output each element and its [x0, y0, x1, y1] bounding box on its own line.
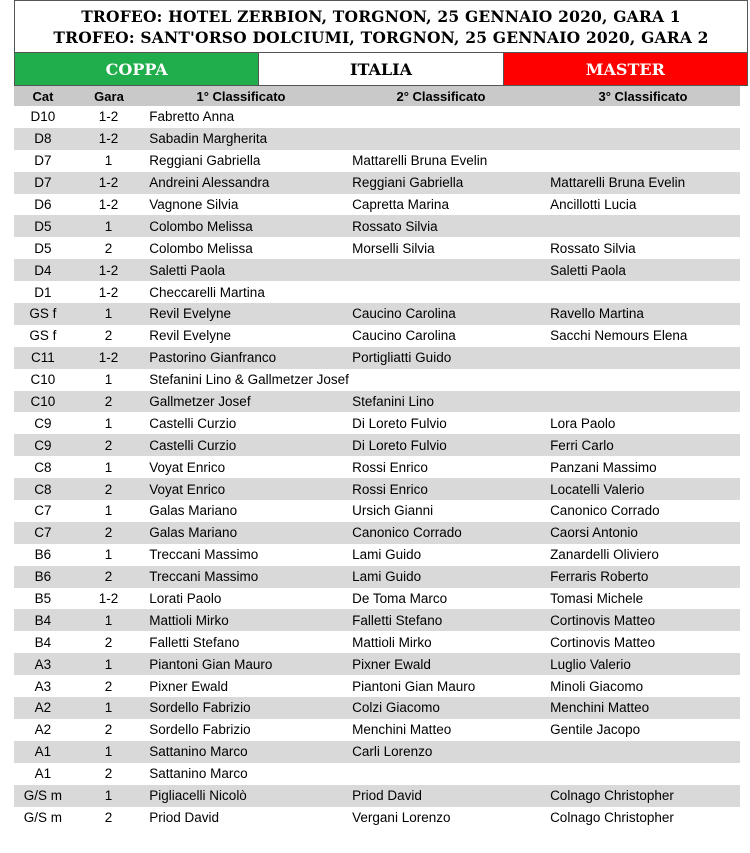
cell-third-place: Ravello Martina — [550, 306, 644, 322]
cell-second-place: Falletti Stefano — [352, 612, 443, 628]
cell-cat: C8 — [34, 481, 52, 497]
cell-second-place: Di Loreto Fulvio — [352, 415, 447, 431]
table-row — [14, 675, 740, 697]
table-body — [14, 106, 740, 828]
cell-gara: 2 — [104, 569, 113, 585]
cell-second-place: Colzi Giacomo — [352, 700, 440, 716]
cell-gara: 2 — [104, 394, 113, 410]
cell-first-place: Falletti Stefano — [149, 634, 240, 650]
cell-first-place: Pastorino Gianfranco — [149, 350, 277, 366]
cell-gara: 1-2 — [98, 262, 119, 278]
table-row — [14, 237, 740, 259]
cell-third-place: Luglio Valerio — [550, 656, 631, 672]
cell-gara: 2 — [104, 525, 113, 541]
cell-third-place: Ancillotti Lucia — [550, 197, 637, 212]
cell-cat: D1 — [34, 284, 52, 300]
cell-first-place: Sattanino Marco — [149, 766, 248, 782]
cell-cat: C7 — [34, 525, 52, 541]
cell-first-place: Mattioli Mirko — [149, 612, 229, 628]
header-cat: Cat — [32, 88, 54, 104]
cell-second-place: Di Loreto Fulvio — [352, 437, 447, 453]
cell-cat: C10 — [30, 372, 56, 388]
cell-cat: C10 — [30, 394, 56, 410]
cell-cat: B4 — [34, 634, 52, 650]
cell-second-place: Rossi Enrico — [352, 459, 428, 475]
table-row — [14, 544, 740, 566]
cell-cat: G/S m — [23, 809, 62, 825]
table-row — [14, 150, 740, 172]
table-row — [14, 456, 740, 478]
table-row — [14, 719, 740, 741]
cell-gara: 1 — [104, 547, 113, 563]
cell-first-place: Revil Evelyne — [149, 306, 232, 322]
cell-first-place: Priod David — [149, 809, 220, 825]
cell-first-place: Treccani Massimo — [149, 569, 259, 585]
cell-third-place: Saletti Paola — [550, 262, 626, 278]
cell-cat: A2 — [34, 722, 52, 738]
banner-master: MASTER — [504, 53, 747, 85]
title-line-2: TROFEO: SANT'ORSO DOLCIUMI, TORGNON, 25 GENNAIO 2020, GARA 2 — [53, 27, 709, 47]
cell-first-place: Lorati Paolo — [149, 591, 222, 607]
cell-second-place: Carli Lorenzo — [352, 744, 433, 760]
table-row — [14, 391, 740, 413]
cell-first-place: Pigliacelli Nicolò — [149, 788, 247, 804]
table-header-row — [14, 86, 740, 106]
cell-cat: A2 — [34, 700, 52, 716]
table-row — [14, 653, 740, 675]
table-row — [14, 281, 740, 303]
cell-third-place: Menchini Matteo — [550, 700, 650, 716]
cell-gara: 2 — [104, 766, 113, 782]
cell-cat: D10 — [30, 109, 56, 125]
cell-third-place: Locatelli Valerio — [550, 481, 645, 497]
cell-first-place: Colombo Melissa — [149, 240, 253, 256]
cell-first-place: Castelli Curzio — [149, 437, 237, 453]
cell-gara: 1-2 — [98, 197, 119, 212]
table-row — [14, 128, 740, 150]
cell-first-place: Galas Mariano — [149, 503, 238, 519]
cell-second-place: Lami Guido — [352, 569, 422, 585]
cell-third-place: Minoli Giacomo — [550, 678, 644, 694]
table-row — [14, 369, 740, 391]
cell-cat: D7 — [34, 153, 52, 169]
cell-cat: A3 — [34, 656, 52, 672]
cell-second-place: Caucino Carolina — [352, 306, 456, 322]
cell-second-place: Ursich Gianni — [352, 503, 434, 519]
cell-cat: D5 — [34, 218, 52, 234]
table-row — [14, 347, 740, 369]
cell-gara: 1-2 — [98, 350, 119, 366]
cell-second-place: Canonico Corrado — [352, 525, 462, 541]
cell-first-place: Sabadin Margherita — [149, 131, 268, 147]
cell-second-place: Lami Guido — [352, 547, 422, 563]
cell-second-place: Morselli Silvia — [352, 240, 435, 256]
cell-first-place: Galas Mariano — [149, 525, 238, 541]
cell-cat: C9 — [34, 415, 52, 431]
cell-gara: 2 — [104, 481, 113, 497]
cell-cat: D4 — [34, 262, 52, 278]
cell-gara: 2 — [104, 328, 113, 344]
cell-third-place: Ferri Carlo — [550, 437, 614, 453]
cell-cat: C8 — [34, 459, 52, 475]
cell-cat: D6 — [34, 197, 52, 212]
cell-gara: 2 — [104, 240, 113, 256]
cell-third-place: Gentile Jacopo — [550, 722, 641, 738]
cell-gara: 1 — [104, 153, 113, 169]
cell-gara: 1 — [104, 744, 113, 760]
cell-third-place: Colnago Christopher — [550, 809, 674, 825]
cell-gara: 2 — [104, 809, 113, 825]
cell-gara: 1 — [104, 459, 113, 475]
cell-gara: 2 — [104, 437, 113, 453]
table-row — [14, 434, 740, 456]
cell-cat: D7 — [34, 175, 52, 191]
cell-second-place: Caucino Carolina — [352, 328, 456, 344]
table-row — [14, 478, 740, 500]
banner-italia: ITALIA — [258, 53, 503, 85]
header-gara: Gara — [94, 88, 124, 104]
table-row — [14, 215, 740, 237]
cell-first-place: Fabretto Anna — [149, 109, 235, 125]
table-row — [14, 631, 740, 653]
cell-first-place: Andreini Alessandra — [149, 175, 270, 191]
cell-gara: 1 — [104, 700, 113, 716]
title-box — [14, 0, 748, 53]
cell-cat: C11 — [30, 350, 55, 366]
cell-third-place: Rossato Silvia — [550, 240, 636, 256]
cell-gara: 2 — [104, 678, 113, 694]
cell-third-place: Lora Paolo — [550, 415, 616, 431]
table-row — [14, 259, 740, 281]
cell-first-place: Castelli Curzio — [149, 415, 237, 431]
cell-gara: 1 — [104, 503, 113, 519]
cell-gara: 1 — [104, 218, 113, 234]
cell-gara: 2 — [104, 634, 113, 650]
cell-first-place: Vagnone Silvia — [149, 197, 239, 212]
table-row — [14, 807, 740, 829]
cell-gara: 1 — [104, 612, 113, 628]
cell-third-place: Tomasi Michele — [550, 591, 644, 607]
cell-second-place: Menchini Matteo — [352, 722, 452, 738]
cell-first-place: Sordello Fabrizio — [149, 722, 251, 738]
cell-first-place: Gallmetzer Josef — [149, 394, 251, 410]
table-row — [14, 566, 740, 588]
table-row — [14, 741, 740, 763]
cell-cat: A1 — [34, 766, 52, 782]
cell-cat: G/S m — [23, 788, 62, 804]
cell-cat: B4 — [34, 612, 52, 628]
cell-gara: 1-2 — [98, 591, 119, 607]
cell-first-place: Checcarelli Martina — [149, 284, 265, 300]
banner-coppa: COPPA — [15, 53, 258, 85]
cell-first-place: Revil Evelyne — [149, 328, 232, 344]
table-row — [14, 763, 740, 785]
cell-first-place: Saletti Paola — [149, 262, 226, 278]
cell-gara: 1-2 — [98, 131, 119, 147]
header-third-place: 3° Classificato — [598, 88, 688, 104]
cell-second-place: Rossi Enrico — [352, 481, 428, 497]
table-row — [14, 106, 740, 128]
cell-third-place: Sacchi Nemours Elena — [550, 328, 688, 344]
cell-third-place: Ferraris Roberto — [550, 569, 649, 585]
cell-cat: D8 — [34, 131, 52, 147]
cell-cat: B6 — [34, 569, 52, 585]
cell-gara: 1 — [104, 415, 113, 431]
cell-cat: C7 — [34, 503, 52, 519]
table-row — [14, 697, 740, 719]
cell-gara: 1 — [104, 372, 113, 388]
table-row — [14, 412, 740, 434]
cell-third-place: Caorsi Antonio — [550, 525, 638, 541]
cell-first-place: Sattanino Marco — [149, 744, 248, 760]
table-row — [14, 500, 740, 522]
cell-cat: A3 — [34, 678, 52, 694]
cell-first-place: Colombo Melissa — [149, 218, 253, 234]
cell-third-place: Zanardelli Oliviero — [550, 547, 659, 563]
cell-first-place: Voyat Enrico — [149, 459, 226, 475]
cell-cat: GS f — [29, 328, 57, 344]
cell-third-place: Colnago Christopher — [550, 788, 674, 804]
cell-cat: B6 — [34, 547, 52, 563]
cell-second-place: Capretta Marina — [352, 197, 449, 212]
cell-third-place: Canonico Corrado — [550, 503, 660, 519]
cell-first-place: Pixner Ewald — [149, 678, 229, 694]
cell-gara: 2 — [104, 722, 113, 738]
cell-first-place: Sordello Fabrizio — [149, 700, 251, 716]
cell-cat: A1 — [34, 744, 52, 760]
cell-first-place: Piantoni Gian Mauro — [149, 656, 273, 672]
header-first-place: 1° Classificato — [196, 88, 286, 104]
cell-second-place: Priod David — [352, 788, 422, 804]
results-table — [14, 86, 740, 828]
cell-gara: 1 — [104, 656, 113, 672]
cell-second-place: Rossato Silvia — [352, 218, 438, 234]
cell-cat: GS f — [29, 306, 57, 322]
cell-third-place: Mattarelli Bruna Evelin — [550, 175, 686, 191]
italian-flag-banner — [14, 53, 748, 86]
table-row — [14, 522, 740, 544]
cell-second-place: Reggiani Gabriella — [352, 175, 464, 191]
table-row — [14, 172, 740, 194]
cell-second-place: Mattioli Mirko — [352, 634, 432, 650]
title-line-1: TROFEO: HOTEL ZERBION, TORGNON, 25 GENNAIO 2020, GARA 1 — [81, 6, 681, 26]
cell-second-place: Portigliatti Guido — [352, 350, 452, 366]
cell-gara: 1-2 — [98, 284, 119, 300]
cell-gara: 1-2 — [98, 175, 119, 191]
cell-third-place: Panzani Massimo — [550, 459, 657, 475]
cell-first-place: Voyat Enrico — [149, 481, 226, 497]
cell-cat: C9 — [34, 437, 52, 453]
cell-third-place: Cortinovis Matteo — [550, 612, 656, 628]
header-second-place: 2° Classificato — [396, 88, 486, 104]
cell-cat: B5 — [34, 591, 52, 607]
cell-cat: D5 — [34, 240, 52, 256]
cell-third-place: Cortinovis Matteo — [550, 634, 656, 650]
cell-gara: 1-2 — [98, 109, 119, 125]
table-row — [14, 194, 740, 216]
cell-second-place: Stefanini Lino — [352, 394, 434, 410]
cell-gara: 1 — [104, 788, 113, 804]
cell-second-place: Vergani Lorenzo — [352, 809, 451, 825]
cell-second-place: Pixner Ewald — [352, 656, 431, 672]
cell-gara: 1 — [104, 306, 113, 322]
table-row — [14, 325, 740, 347]
cell-first-place: Stefanini Lino & Gallmetzer Josef — [149, 372, 349, 388]
cell-second-place: Piantoni Gian Mauro — [352, 678, 476, 694]
cell-second-place: De Toma Marco — [352, 591, 448, 607]
table-row — [14, 785, 740, 807]
table-row — [14, 303, 740, 325]
table-row — [14, 588, 740, 610]
cell-first-place: Treccani Massimo — [149, 547, 259, 563]
cell-second-place: Mattarelli Bruna Evelin — [352, 153, 488, 169]
cell-first-place: Reggiani Gabriella — [149, 153, 261, 169]
table-row — [14, 609, 740, 631]
